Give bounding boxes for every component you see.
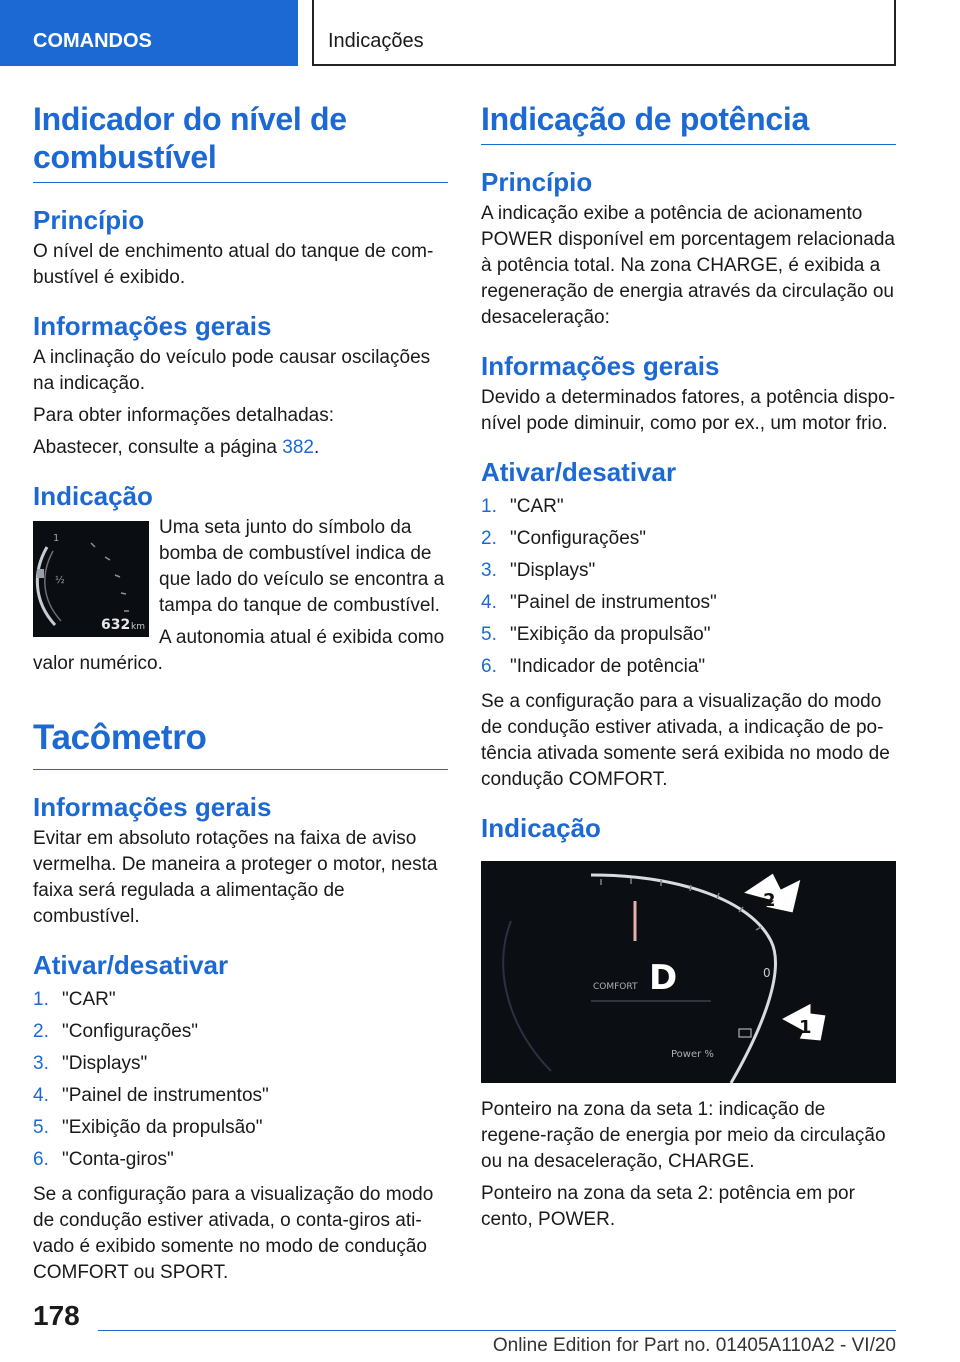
step-text: "Indicador de potência" <box>510 656 706 677</box>
right-column <box>481 100 896 1253</box>
step-text: "CAR" <box>62 989 116 1010</box>
step-text: "Conta-giros" <box>62 1149 174 1170</box>
section-general-info <box>33 311 448 461</box>
section-indication <box>33 481 448 683</box>
step-number: 3. <box>33 1053 49 1074</box>
step-text: "Displays" <box>62 1053 148 1074</box>
page-number: 178 <box>33 1300 80 1331</box>
section-principle <box>33 205 448 291</box>
zero-mark: 0 <box>763 966 771 980</box>
paragraph: Evitar em absoluto rotações na faixa de aviso vermelha. De maneira a proteger o motor, nesta faixa será regulada a alimentação de combustível. <box>33 828 438 927</box>
step-number: 6. <box>33 1149 49 1170</box>
step-text: "CAR" <box>510 496 564 517</box>
section-general-info-power <box>481 351 896 437</box>
step-text: "Exibição da propulsão" <box>510 624 711 645</box>
paragraph: O nível de enchimento atual do tanque de com-bustível é exibido. <box>33 241 434 288</box>
step-number: 2. <box>481 528 497 549</box>
paragraph: A indicação exibe a potência de acionamento POWER disponível em porcentagem relacionada à potência total. Na zona CHARGE, é exibida a regeneração de energia através da circulação ou desaceleração: <box>481 203 895 328</box>
heading-tachometer: Tacômetro <box>33 717 448 770</box>
arrow-2-label: 2 <box>763 890 776 911</box>
section-activate-power <box>481 457 896 793</box>
drive-mode-label: COMFORT <box>593 982 638 992</box>
list-item <box>481 555 896 587</box>
list-item <box>481 491 896 523</box>
step-text: "Configurações" <box>62 1021 199 1042</box>
steps-list <box>33 984 448 1176</box>
step-text: "Exibição da propulsão" <box>62 1117 263 1138</box>
subheading: Indicação <box>481 813 601 843</box>
subheading: Princípio <box>481 167 593 197</box>
power-display-image <box>481 861 896 1083</box>
step-number: 4. <box>33 1085 49 1106</box>
list-item <box>481 619 896 651</box>
list-item <box>481 651 896 683</box>
range-unit: km <box>131 622 145 632</box>
left-column <box>33 100 448 1306</box>
step-number: 3. <box>481 560 497 581</box>
steps-list <box>481 491 896 683</box>
section-principle-power <box>481 167 896 331</box>
gauge-mark-full: 1 <box>53 533 60 544</box>
power-percent-label: Power % <box>671 1049 714 1060</box>
step-text: "Displays" <box>510 560 596 581</box>
section-tab: COMANDOS <box>0 0 298 66</box>
step-text: "Painel de instrumentos" <box>510 592 717 613</box>
list-item <box>33 1016 448 1048</box>
page-header <box>0 0 960 66</box>
fuel-pump-icon <box>37 569 44 578</box>
arrow-2-icon <box>743 873 801 913</box>
step-number: 2. <box>33 1021 49 1042</box>
paragraph: Ponteiro na zona da seta 1: indicação de regene-ração de energia por meio da circulação ou na desaceleração, CHARGE. <box>481 1099 886 1172</box>
paragraph: A inclinação do veículo pode causar oscilações na indicação. <box>33 347 431 394</box>
heading-fuel-gauge: Indicador do nível de combustível <box>33 100 448 183</box>
step-number: 1. <box>481 496 497 517</box>
paragraph: Devido a determinados fatores, a potência dispo-nível pode diminuir, como por ex., um motor frio. <box>481 387 896 434</box>
paragraph: Ponteiro na zona da seta 2: potência em por cento, POWER. <box>481 1183 855 1230</box>
footer-edition: Online Edition for Part no. 01405A110A2 - VI/20 <box>492 1335 896 1356</box>
arrow-1-icon <box>781 1003 826 1041</box>
gauge-mark-half: ½ <box>55 575 65 586</box>
footer-divider <box>98 1330 896 1331</box>
paragraph: A autonomia atual é exibida como valor numérico. <box>33 627 445 674</box>
page-link[interactable]: 382 <box>282 437 314 458</box>
step-number: 5. <box>33 1117 49 1138</box>
paragraph <box>33 435 448 461</box>
subheading: Informações gerais <box>481 351 720 381</box>
section-activate-tacho <box>33 950 448 1286</box>
list-item <box>33 1048 448 1080</box>
chapter-title: Indicações <box>312 0 896 66</box>
list-item <box>33 1080 448 1112</box>
text: Abastecer, consulte a página <box>33 437 283 458</box>
subheading: Indicação <box>33 481 153 511</box>
step-text: "Painel de instrumentos" <box>62 1085 269 1106</box>
step-number: 5. <box>481 624 497 645</box>
section-indication-power <box>481 813 896 1233</box>
step-text: "Configurações" <box>510 528 647 549</box>
list-item <box>481 587 896 619</box>
section-general-info-tacho <box>33 792 448 930</box>
list-item <box>33 1112 448 1144</box>
range-value: 632 <box>101 617 131 633</box>
step-number: 4. <box>481 592 497 613</box>
paragraph: Se a configuração para a visualização do modo de condução estiver ativada, a indicação de po-tência ativada somente será exibida no modo de condução COMFORT. <box>481 691 890 790</box>
fuel-gauge-image <box>33 521 149 637</box>
list-item <box>33 1144 448 1176</box>
subheading: Princípio <box>33 205 145 235</box>
paragraph: Uma seta junto do símbolo da bomba de combustível indica de que lado do veículo se encontra a tampa do tanque de combustível. <box>159 517 445 616</box>
arrow-1-label: 1 <box>799 1017 812 1038</box>
subheading: Ativar/desativar <box>33 950 229 980</box>
heading-power-indicator: Indicação de potência <box>481 100 896 145</box>
text: . <box>314 437 320 458</box>
list-item <box>33 984 448 1016</box>
gear-indicator: D <box>649 958 678 998</box>
subheading: Informações gerais <box>33 792 272 822</box>
battery-icon <box>739 1029 751 1037</box>
paragraph: Se a configuração para a visualização do modo de condução estiver ativada, o conta-giros ati-vado é exibido somente no modo de condução COMFORT ou SPORT. <box>33 1184 434 1283</box>
step-number: 1. <box>33 989 49 1010</box>
list-item <box>481 523 896 555</box>
paragraph: Para obter informações detalhadas: <box>33 405 335 426</box>
step-number: 6. <box>481 656 497 677</box>
subheading: Informações gerais <box>33 311 272 341</box>
subheading: Ativar/desativar <box>481 457 677 487</box>
